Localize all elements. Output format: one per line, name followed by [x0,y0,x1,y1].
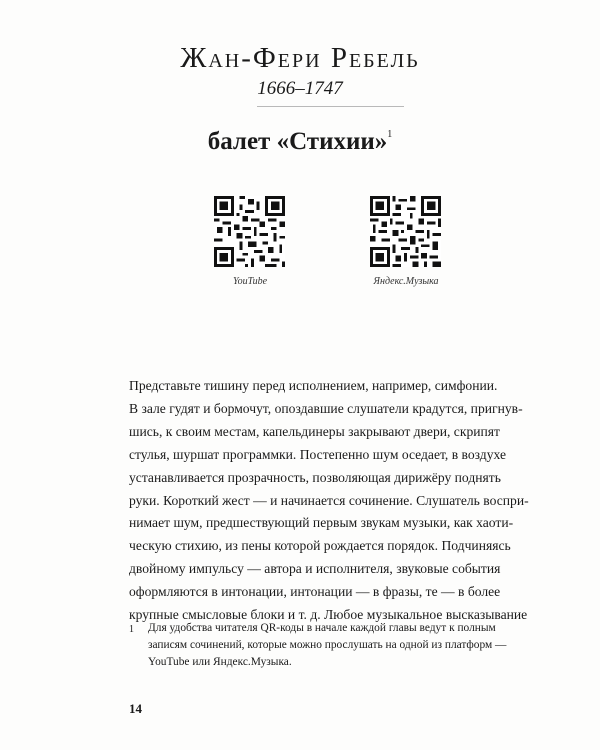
footnote-line: Для удобства читателя QR-коды в начале каждой главы ведут к полным [148,622,496,634]
body-line: оформляются в интонации, интонации — в фразы, те — в более [129,584,501,600]
footnote-line: YouTube или Яндекс.Музыка. [148,656,292,668]
body-line: нимает шум, предшествующий первым звукам музыки, как хаоти- [129,515,514,531]
page-number: 14 [129,701,142,716]
body-line: Представьте тишину перед исполнением, например, симфонии. [129,378,498,393]
body-line: шись, к своим местам, капельдинеры закрывают двери, скрипят [129,423,500,439]
footnote-marker: 1 [387,129,393,140]
body-line: двойному импульсу — автора и исполнителя, звуковые события [129,561,501,577]
yandex-music-qr-code[interactable] [370,196,441,267]
footnote-text [148,620,507,671]
yandex-music-qr-label: Яндекс.Музыка [373,276,439,287]
work-title-text: балет «Стихии» [207,128,388,155]
youtube-qr-code[interactable] [214,196,285,267]
composer-years: 1666–1747 [257,78,343,99]
body-line: устанавливается прозрачность, позволяющая дирижёру поднять [129,469,501,485]
qr-code-icon [214,196,285,267]
composer-name: Жан-Фери Ребель [180,42,420,74]
body-line: В зале гудят и бормочут, опоздавшие слушатели крадутся, пригнув- [129,400,523,416]
body-line: крупные смысловые блоки и т. д. Любое музыкальное высказывание [129,607,528,623]
qr-code-icon [370,196,441,267]
body-line: руки. Короткий жест — и начинается сочинение. Слушатель воспри- [129,492,529,508]
work-title [0,128,600,156]
footnote-line: записям сочинений, которые можно прослушать на одной из платформ — [148,639,507,651]
body-paragraph [129,375,529,627]
footnote-number: 1 [129,624,134,635]
youtube-qr-label: YouTube [232,276,268,287]
body-line: ческую стихию, из пены которой рождается порядок. Подчиняясь [129,538,511,554]
title-divider [257,106,404,107]
body-line: стулья, шуршат программки. Постепенно шум оседает, в воздухе [129,446,506,462]
